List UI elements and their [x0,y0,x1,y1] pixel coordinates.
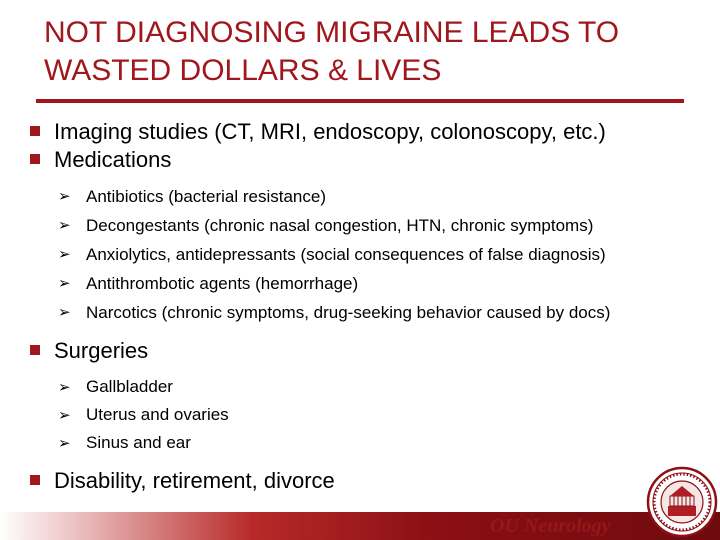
arrow-bullet-icon: ➢ [58,216,71,234]
bullet-text: Imaging studies (CT, MRI, endoscopy, colonoscopy, etc.) [54,119,606,144]
arrow-bullet-icon: ➢ [58,434,71,452]
arrow-bullet-icon: ➢ [58,245,71,263]
arrow-bullet-icon: ➢ [58,378,71,396]
sub-bullet-antithrombotic [30,269,710,298]
sub-bullet-text: Gallbladder [86,377,173,396]
slide-title-line-2: WASTED DOLLARS & LIVES [44,54,442,87]
arrow-bullet-icon: ➢ [58,187,71,205]
slide-title [44,14,684,90]
footer-label: OU Neurology [490,515,611,537]
sub-bullet-text: Sinus and ear [86,433,191,452]
bullet-medications [30,146,710,174]
arrow-bullet-icon: ➢ [58,303,71,321]
sub-bullet-antibiotics [30,182,710,211]
arrow-bullet-icon: ➢ [58,274,71,292]
sub-bullet-text: Antithrombotic agents (hemorrhage) [86,274,359,293]
sub-bullet-text: Anxiolytics, antidepressants (social consequences of false diagnosis) [86,245,606,264]
sub-bullet-text: Uterus and ovaries [86,405,229,424]
square-bullet-icon [30,475,40,485]
surgeries-sublist [30,373,710,457]
bullet-surgeries [30,337,710,365]
title-divider [36,99,684,103]
footer-bar [0,512,720,540]
bullet-text: Disability, retirement, divorce [54,468,335,493]
slide-content [30,118,710,495]
sub-bullet-text: Antibiotics (bacterial resistance) [86,187,326,206]
square-bullet-icon [30,126,40,136]
sub-bullet-text: Narcotics (chronic symptoms, drug-seeking behavior caused by docs) [86,303,611,322]
arrow-bullet-icon: ➢ [58,406,71,424]
square-bullet-icon [30,154,40,164]
sub-bullet-decongestants [30,211,710,240]
sub-bullet-uterus [30,401,710,429]
bullet-text: Medications [54,147,172,172]
sub-bullet-narcotics [30,298,710,327]
medications-sublist [30,182,710,327]
bullet-imaging [30,118,710,146]
bullet-disability [30,467,710,495]
square-bullet-icon [30,345,40,355]
slide-title-line-1: NOT DIAGNOSING MIGRAINE LEADS TO [44,16,620,49]
sub-bullet-gallbladder [30,373,710,401]
bullet-text: Surgeries [54,338,149,363]
sub-bullet-anxiolytics [30,240,710,269]
sub-bullet-sinus [30,429,710,457]
sub-bullet-text: Decongestants (chronic nasal congestion, HTN, chronic symptoms) [86,216,594,235]
university-seal-icon [646,466,718,538]
